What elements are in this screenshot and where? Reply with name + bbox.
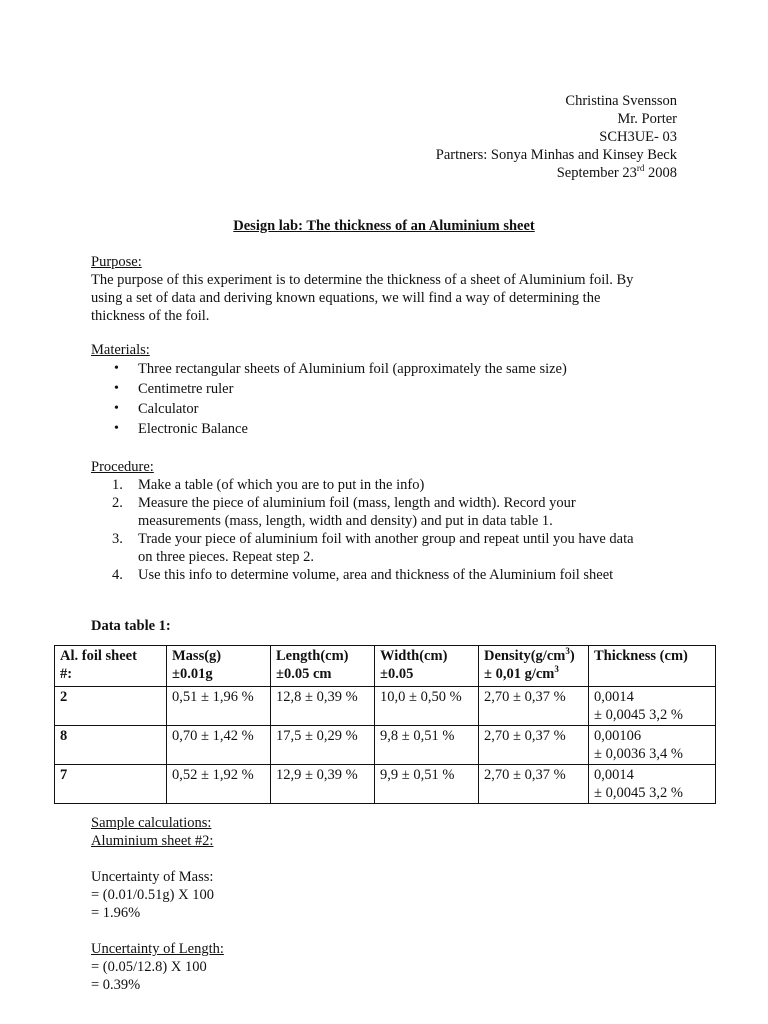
author-header <box>436 92 677 182</box>
step-text: Make a table (of which you are to put in the info) <box>138 477 425 493</box>
calculation-line: = 1.96% <box>91 905 141 921</box>
thickness-value: 0,0014 <box>594 767 634 783</box>
cell-density: 2,70 ± 0,37 % <box>479 726 589 765</box>
date-line <box>436 164 677 182</box>
cell-mass: 0,51 ± 1,96 % <box>167 687 271 726</box>
cell-density: 2,70 ± 0,37 % <box>479 765 589 804</box>
cell-width: 10,0 ± 0,50 % <box>375 687 479 726</box>
cell-mass: 0,52 ± 1,92 % <box>167 765 271 804</box>
date-month-day: September 23 <box>556 165 637 181</box>
data-table <box>54 645 716 804</box>
purpose-line: using a set of data and deriving known equations, we will find a way of determining the <box>91 290 601 306</box>
step-number: 3. <box>112 531 123 547</box>
step-number: 1. <box>112 477 123 493</box>
cell-mass: 0,70 ± 1,42 % <box>167 726 271 765</box>
list-item: • Calculator <box>138 399 681 419</box>
list-item <box>91 476 681 494</box>
procedure-list <box>91 476 681 584</box>
header-line: Thickness (cm) <box>594 648 688 664</box>
table-row <box>55 726 716 765</box>
cell-width: 9,8 ± 0,51 % <box>375 726 479 765</box>
header-text: ) <box>569 648 575 664</box>
column-header-thickness <box>589 646 716 687</box>
date-ordinal: rd <box>636 163 645 174</box>
column-header-width <box>375 646 479 687</box>
superscript: 3 <box>554 664 559 675</box>
list-item <box>91 530 681 566</box>
step-text: on three pieces. Repeat step 2. <box>138 549 314 565</box>
course-code: SCH3UE- 03 <box>599 129 677 145</box>
procedure-heading: Procedure: <box>91 459 154 475</box>
table-row <box>55 687 716 726</box>
cell-width: 9,9 ± 0,51 % <box>375 765 479 804</box>
purpose-section <box>91 253 681 325</box>
cell-thickness <box>589 765 716 804</box>
mass-uncertainty-label: Uncertainty of Mass: <box>91 869 214 885</box>
materials-section <box>91 341 681 439</box>
header-line: ±0.05 <box>380 666 414 682</box>
document-title: Design lab: The thickness of an Aluminium sheet <box>233 218 535 234</box>
column-header-mass <box>167 646 271 687</box>
thickness-value: 0,00106 <box>594 728 642 744</box>
list-item <box>91 494 681 530</box>
cell-length: 12,9 ± 0,39 % <box>271 765 375 804</box>
step-text: measurements (mass, length, width and density) and put in data table 1. <box>138 513 553 529</box>
procedure-section <box>91 458 681 584</box>
author-name: Christina Svensson <box>565 93 677 109</box>
column-header-density <box>479 646 589 687</box>
header-line: Al. foil sheet <box>60 648 137 664</box>
column-header-length <box>271 646 375 687</box>
calculations-heading: Sample calculations: <box>91 815 212 831</box>
list-item <box>91 566 681 584</box>
cell-thickness <box>589 687 716 726</box>
purpose-line: The purpose of this experiment is to determine the thickness of a sheet of Aluminium foil. By <box>91 272 634 288</box>
header-line <box>484 647 583 665</box>
thickness-uncertainty: ± 0,0036 3,4 % <box>594 746 683 762</box>
step-number: 2. <box>112 495 123 511</box>
date-year: 2008 <box>644 165 677 181</box>
cell-sheet: 7 <box>55 765 167 804</box>
thickness-uncertainty: ± 0,0045 3,2 % <box>594 785 683 801</box>
step-text: Measure the piece of aluminium foil (mass, length and width). Record your <box>138 495 576 511</box>
table-header-row <box>55 646 716 687</box>
step-text: Use this info to determine volume, area and thickness of the Aluminium foil sheet <box>138 567 614 583</box>
calculation-line: = (0.01/0.51g) X 100 <box>91 887 214 903</box>
list-item: • Three rectangular sheets of Aluminium foil (approximately the same size) <box>138 359 681 379</box>
header-line: ±0.05 cm <box>276 666 332 682</box>
calculation-line: = (0.05/12.8) X 100 <box>91 959 207 975</box>
list-item: • Centimetre ruler <box>138 379 681 399</box>
header-line: Width(cm) <box>380 648 448 664</box>
header-line: Length(cm) <box>276 648 349 664</box>
table-row <box>55 765 716 804</box>
header-text: Density(g/cm <box>484 648 566 664</box>
header-text: ± 0,01 g/cm <box>484 666 555 682</box>
table-caption: Data table 1: <box>91 618 171 634</box>
length-uncertainty-label: Uncertainty of Length: <box>91 941 224 957</box>
cell-thickness <box>589 726 716 765</box>
calculations-subheading: Aluminium sheet #2: <box>91 833 214 849</box>
cell-sheet: 2 <box>55 687 167 726</box>
header-line: Mass(g) <box>172 648 222 664</box>
cell-sheet: 8 <box>55 726 167 765</box>
partners-line: Partners: Sonya Minhas and Kinsey Beck <box>435 147 677 163</box>
sample-calculations <box>91 814 491 994</box>
header-line: ±0.01g <box>172 666 213 682</box>
purpose-heading: Purpose: <box>91 254 142 270</box>
materials-heading: Materials: <box>91 342 150 358</box>
calculation-line: = 0.39% <box>91 977 141 993</box>
materials-list <box>91 359 681 439</box>
superscript: 3 <box>565 646 570 657</box>
teacher-name: Mr. Porter <box>617 111 677 127</box>
thickness-value: 0,0014 <box>594 689 634 705</box>
header-line <box>484 665 583 683</box>
cell-length: 17,5 ± 0,29 % <box>271 726 375 765</box>
cell-density: 2,70 ± 0,37 % <box>479 687 589 726</box>
step-number: 4. <box>112 567 123 583</box>
purpose-line: thickness of the foil. <box>91 308 210 324</box>
header-line: #: <box>60 666 73 682</box>
list-item: • Electronic Balance <box>138 419 681 439</box>
step-text: Trade your piece of aluminium foil with another group and repeat until you have data <box>138 531 634 547</box>
cell-length: 12,8 ± 0,39 % <box>271 687 375 726</box>
column-header-sheet <box>55 646 167 687</box>
thickness-uncertainty: ± 0,0045 3,2 % <box>594 707 683 723</box>
